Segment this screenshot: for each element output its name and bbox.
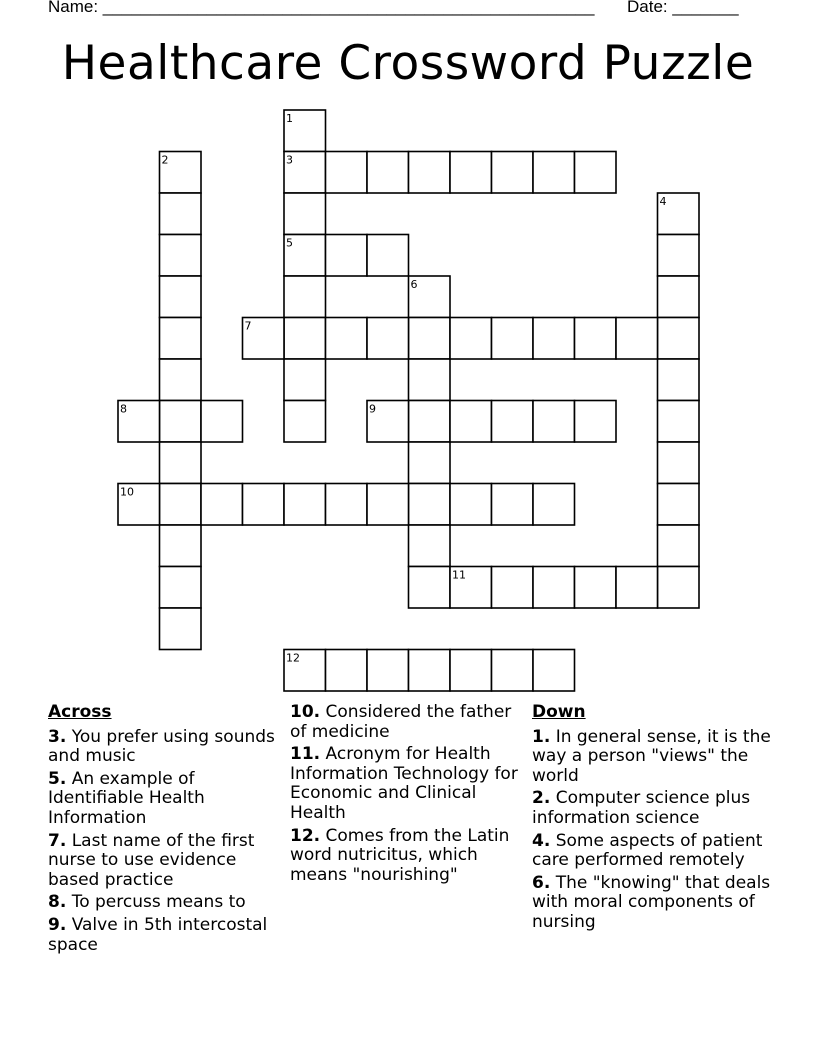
grid-cell-r1-c6[interactable] bbox=[367, 152, 409, 194]
down-clue-1: 1. In general sense, it is the way a person "views" the world bbox=[532, 726, 771, 786]
grid-cell-r7-c0[interactable] bbox=[118, 401, 160, 443]
grid-cell-r1-c4[interactable] bbox=[284, 152, 326, 194]
grid-cell-r5-c9[interactable] bbox=[492, 318, 534, 360]
grid-cell-r5-c11[interactable] bbox=[575, 318, 617, 360]
down-clue-4: 4. Some aspects of patient care performed remotely bbox=[532, 830, 763, 871]
grid-cell-r3-c5[interactable] bbox=[326, 235, 368, 277]
grid-cell-r6-c7[interactable] bbox=[409, 359, 451, 401]
clue-number-11: 11 bbox=[452, 568, 466, 582]
grid-cell-r11-c11[interactable] bbox=[575, 567, 617, 609]
grid-cell-r7-c4[interactable] bbox=[284, 401, 326, 443]
grid-cell-r4-c7[interactable] bbox=[409, 276, 451, 318]
clue-number-1: 1 bbox=[286, 112, 293, 125]
grid-cell-r3-c1[interactable] bbox=[160, 235, 202, 277]
grid-cell-r10-c13[interactable] bbox=[658, 525, 700, 567]
grid-cell-r13-c4[interactable] bbox=[284, 650, 326, 692]
grid-cell-r4-c4[interactable] bbox=[284, 276, 326, 318]
clue-number-8: 8 bbox=[120, 402, 127, 416]
across-clue-7: 7. Last name of the first nurse to use evidence based practice bbox=[48, 830, 255, 890]
grid-cell-r7-c9[interactable] bbox=[492, 401, 534, 443]
grid-cell-r9-c7[interactable] bbox=[409, 484, 451, 526]
grid-cell-r7-c2[interactable] bbox=[201, 401, 243, 443]
grid-cell-r7-c7[interactable] bbox=[409, 401, 451, 443]
down-heading: Down bbox=[532, 702, 586, 722]
down-clues-column bbox=[532, 703, 772, 936]
grid-cell-r5-c1[interactable] bbox=[160, 318, 202, 360]
grid-cell-r13-c7[interactable] bbox=[409, 650, 451, 692]
grid-cell-r4-c13[interactable] bbox=[658, 276, 700, 318]
grid-cell-r5-c10[interactable] bbox=[533, 318, 575, 360]
grid-cell-r0-c4[interactable] bbox=[284, 110, 326, 152]
grid-cell-r9-c3[interactable] bbox=[243, 484, 285, 526]
grid-cell-r7-c10[interactable] bbox=[533, 401, 575, 443]
grid-cell-r1-c7[interactable] bbox=[409, 152, 451, 194]
clue-number-9: 9 bbox=[369, 402, 376, 416]
grid-cell-r5-c12[interactable] bbox=[616, 318, 658, 360]
grid-cell-r11-c9[interactable] bbox=[492, 567, 534, 609]
clue-number-3: 3 bbox=[286, 153, 293, 167]
date-field-label: Date: _______ bbox=[627, 0, 739, 16]
grid-cell-r7-c8[interactable] bbox=[450, 401, 492, 443]
across-clue-9: 9. Valve in 5th intercostal space bbox=[48, 914, 268, 955]
across-clue-10: 10. Considered the father of medicine bbox=[290, 702, 512, 742]
grid-cell-r9-c4[interactable] bbox=[284, 484, 326, 526]
clue-number-2: 2 bbox=[161, 153, 169, 167]
grid-cell-r6-c4[interactable] bbox=[284, 359, 326, 401]
grid-cell-r12-c1[interactable] bbox=[160, 608, 202, 650]
grid-cell-r7-c1[interactable] bbox=[160, 401, 202, 443]
grid-cell-r1-c10[interactable] bbox=[533, 152, 575, 194]
clue-number-4: 4 bbox=[659, 195, 667, 208]
clue-number-5: 5 bbox=[286, 236, 293, 250]
grid-cell-r2-c4[interactable] bbox=[284, 193, 326, 235]
grid-cell-r11-c12[interactable] bbox=[616, 567, 658, 609]
grid-cell-r5-c7[interactable] bbox=[409, 318, 451, 360]
grid-cell-r10-c7[interactable] bbox=[409, 525, 451, 567]
grid-cell-r11-c7[interactable] bbox=[409, 567, 451, 609]
grid-cell-r7-c6[interactable] bbox=[367, 401, 409, 443]
grid-cell-r3-c6[interactable] bbox=[367, 235, 409, 277]
grid-cell-r9-c13[interactable] bbox=[658, 484, 700, 526]
grid-cell-r11-c8[interactable] bbox=[450, 567, 492, 609]
across-clue-11: 11. Acronym for Health Information Technology for Economic and Clinical Health bbox=[290, 744, 518, 823]
grid-cell-r13-c5[interactable] bbox=[326, 650, 368, 692]
grid-cell-r7-c13[interactable] bbox=[658, 401, 700, 443]
grid-cell-r3-c4[interactable] bbox=[284, 235, 326, 277]
across-clues-column-1 bbox=[48, 703, 278, 958]
grid-cell-r8-c7[interactable] bbox=[409, 442, 451, 484]
grid-cell-r11-c1[interactable] bbox=[160, 567, 202, 609]
grid-cell-r8-c13[interactable] bbox=[658, 442, 700, 484]
grid-cell-r5-c3[interactable] bbox=[243, 318, 285, 360]
across-clue-3: 3. You prefer using sounds and music bbox=[48, 726, 275, 767]
grid-cell-r13-c9[interactable] bbox=[492, 650, 534, 692]
grid-cell-r5-c13[interactable] bbox=[658, 318, 700, 360]
grid-cell-r9-c0[interactable] bbox=[118, 484, 160, 526]
grid-cell-r9-c10[interactable] bbox=[533, 484, 575, 526]
grid-cell-r13-c8[interactable] bbox=[450, 650, 492, 692]
grid-cell-r6-c1[interactable] bbox=[160, 359, 202, 401]
name-field-label: Name: ____________________________________________________ bbox=[48, 0, 595, 16]
grid-cell-r2-c1[interactable] bbox=[160, 193, 202, 235]
clue-number-6: 6 bbox=[410, 278, 418, 291]
grid-cell-r7-c11[interactable] bbox=[575, 401, 617, 443]
grid-cell-r5-c6[interactable] bbox=[367, 318, 409, 360]
clue-number-10: 10 bbox=[120, 485, 134, 499]
down-clue-2: 2. Computer science plus information science bbox=[532, 788, 751, 828]
grid-cell-r10-c1[interactable] bbox=[160, 525, 202, 567]
grid-cell-r9-c6[interactable] bbox=[367, 484, 409, 526]
grid-cell-r9-c9[interactable] bbox=[492, 484, 534, 526]
grid-cell-r1-c1[interactable] bbox=[160, 152, 202, 194]
grid-cell-r5-c5[interactable] bbox=[326, 318, 368, 360]
grid-cell-r9-c5[interactable] bbox=[326, 484, 368, 526]
clue-number-7: 7 bbox=[244, 319, 252, 333]
page-title: Healthcare Crossword Puzzle bbox=[61, 36, 755, 91]
grid-cell-r1-c8[interactable] bbox=[450, 152, 492, 194]
across-heading: Across bbox=[48, 702, 112, 722]
across-clue-12: 12. Comes from the Latin word nutricitus, which means "nourishing" bbox=[290, 825, 510, 885]
grid-cell-r9-c8[interactable] bbox=[450, 484, 492, 526]
grid-cell-r13-c10[interactable] bbox=[533, 650, 575, 692]
grid-cell-r9-c1[interactable] bbox=[160, 484, 202, 526]
grid-cell-r4-c1[interactable] bbox=[160, 276, 202, 318]
across-clue-8: 8. To percuss means to bbox=[48, 892, 246, 913]
across-clue-5: 5. An example of Identifiable Health Information bbox=[48, 768, 205, 828]
grid-cell-r5-c8[interactable] bbox=[450, 318, 492, 360]
grid-cell-r1-c9[interactable] bbox=[492, 152, 534, 194]
grid-cell-r11-c13[interactable] bbox=[658, 567, 700, 609]
grid-cell-r1-c5[interactable] bbox=[326, 152, 368, 194]
clue-number-12: 12 bbox=[286, 651, 300, 665]
grid-cell-r8-c1[interactable] bbox=[160, 442, 202, 484]
grid-cell-r2-c13[interactable] bbox=[658, 193, 700, 235]
down-clue-6: 6. The "knowing" that deals with moral components of nursing bbox=[532, 872, 771, 932]
grid-cell-r5-c4[interactable] bbox=[284, 318, 326, 360]
grid-cell-r11-c10[interactable] bbox=[533, 567, 575, 609]
grid-cell-r6-c13[interactable] bbox=[658, 359, 700, 401]
across-clues-column-2 bbox=[290, 703, 530, 888]
grid-cell-r3-c13[interactable] bbox=[658, 235, 700, 277]
grid-cell-r9-c2[interactable] bbox=[201, 484, 243, 526]
grid-cell-r1-c11[interactable] bbox=[575, 152, 617, 194]
grid-cell-r13-c6[interactable] bbox=[367, 650, 409, 692]
